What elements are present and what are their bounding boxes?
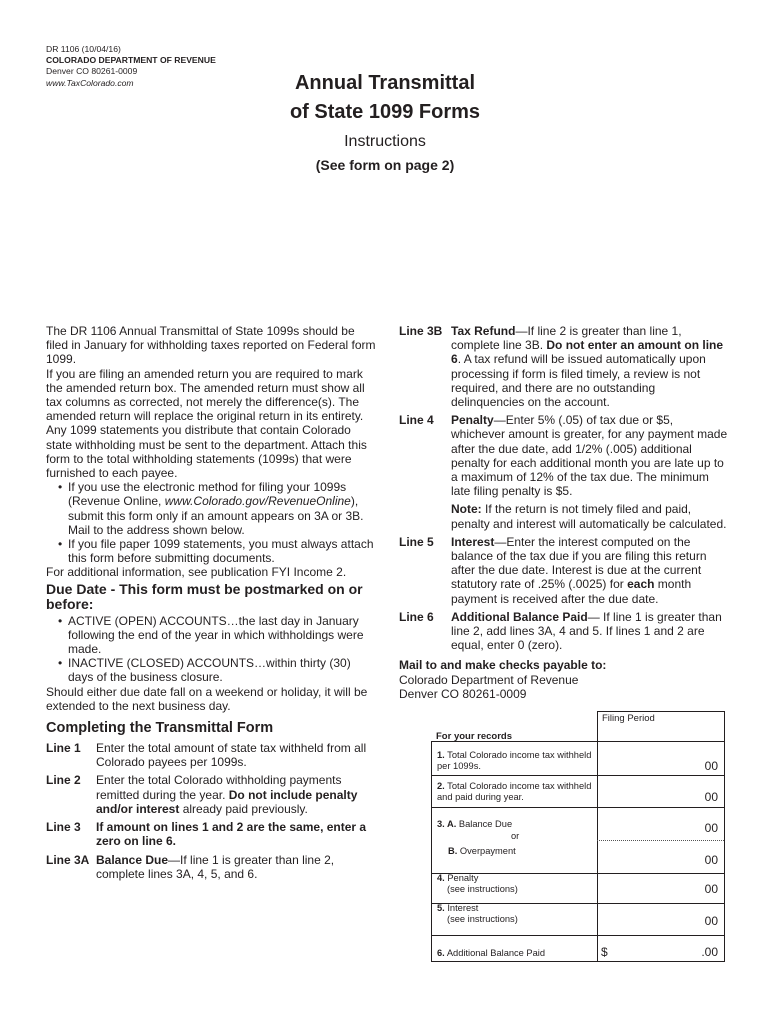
line-head: Additional Balance Paid: [451, 609, 588, 624]
row-number: 1.: [437, 750, 445, 760]
bullet-icon: •: [58, 613, 63, 628]
line-text: If amount on lines 1 and 2 are the same, enter a zero on line 6.: [96, 820, 367, 849]
amended-paragraph: If you are filing an amended return you are required to mark the amended return box. The amended return must show all tax columns as corrected, not merely the difference(s). The amended return will replace the original return in its entirety.: [46, 366, 365, 424]
row-label: Overpayment: [457, 846, 516, 856]
row-2-cents[interactable]: 00: [704, 790, 718, 804]
row-label: Total Colorado income tax withheld and paid during year.: [437, 781, 592, 802]
line-text: —Enter 5% (.05) of tax due or $5, whichever amount is greater, for any payment made after the due date, add 1/2% (.005) additional penalty for each additional month you are late up to a maximum of 12% of the tax due. The minimum late filing penalty is $5.: [451, 413, 728, 499]
row-6-dollar-sign: $: [601, 945, 608, 959]
row-divider: [431, 775, 725, 776]
title-line-1: Annual Transmittal: [294, 72, 476, 94]
form-row-3b: [448, 846, 608, 857]
row-label: Total Colorado income tax withheld per 1099s.: [437, 750, 592, 771]
row-5-cents[interactable]: 00: [704, 914, 718, 928]
row-1-cents[interactable]: 00: [704, 759, 718, 773]
form-row-1: [437, 750, 597, 772]
intro-paragraph: The DR 1106 Annual Transmittal of State 1099s should be filed in January for withholding taxes reported on Federal form 1099.: [46, 324, 376, 367]
line-label: Line 6: [399, 609, 434, 624]
bullet2-text: If you file paper 1099 statements, you must always attach this form before submitting documents.: [68, 537, 374, 566]
bullet-icon: •: [58, 480, 63, 495]
form-row-5: [437, 903, 597, 925]
instruction-line-4: [399, 413, 729, 498]
completing-heading: Completing the Transmittal Form: [46, 720, 274, 737]
form-row-2: [437, 781, 597, 803]
filing-period-label: Filing Period: [602, 713, 655, 724]
weekend-note: Should either due date fall on a weekend or holiday, it will be extended to the next business day.: [46, 684, 368, 713]
form-row-or: or: [511, 831, 520, 841]
penalty-note: [399, 502, 729, 530]
row-label: Penalty: [444, 873, 479, 883]
row-number: 6.: [437, 948, 445, 958]
line-text: Enter the total amount of state tax withheld from all Colorado payees per 1099s.: [96, 741, 367, 770]
line-head: Interest: [451, 534, 495, 549]
line-text-bold: Do not include penalty and/or interest: [96, 787, 358, 816]
line-text: —Enter the interest computed on the balance of the tax due if you are filing this return after the due date. Interest is due at the current statutory rate of .25% (.0025) for: [451, 534, 707, 592]
row-label: Additional Balance Paid: [444, 948, 546, 958]
row-number: 2.: [437, 781, 445, 791]
row-divider: [431, 807, 725, 808]
bullet-paper: [46, 537, 376, 565]
row-label: Balance Due: [456, 819, 513, 829]
line-text: —If line 1 is greater than line 2, complete lines 3A, 4, 5, and 6.: [96, 852, 335, 881]
row-sublabel: (see instructions): [447, 884, 518, 894]
line-head: Penalty: [451, 413, 494, 428]
row-dotted-divider: [597, 840, 724, 841]
line-label: Line 3: [46, 820, 81, 835]
line-text: —If line 2 is greater than line 1, complete line 3B.: [451, 324, 682, 353]
right-border: [724, 711, 725, 962]
department-name: COLORADO DEPARTMENT OF REVENUE: [46, 55, 216, 66]
row-number: 4.: [437, 873, 445, 883]
line-text-bold: Do not enter an amount on line 6: [451, 338, 724, 367]
line-text: already paid previously.: [179, 801, 308, 816]
line-head: Tax Refund: [451, 324, 516, 338]
note-text: If the return is not timely filed and paid, penalty and interest will automatically be calculated.: [451, 502, 727, 531]
due-active-text: ACTIVE (OPEN) ACCOUNTS…the last day in January following the end of the year in which withholdings were made.: [68, 613, 364, 657]
instruction-line-3: [46, 820, 376, 848]
for-records-label: For your records: [436, 731, 513, 742]
revenue-online-link[interactable]: www.Colorado.gov/RevenueOnline: [164, 494, 351, 509]
row-3a-cents[interactable]: 00: [704, 821, 718, 835]
row-number: 5.: [437, 903, 445, 913]
department-address: Denver CO 80261-0009: [46, 66, 138, 77]
row-sublabel: (see instructions): [447, 914, 518, 924]
line-label: Line 3A: [46, 852, 90, 867]
additional-info: For additional information, see publication FYI Income 2.: [46, 565, 347, 580]
instruction-line-6: [399, 610, 729, 653]
instruction-line-3a: [46, 853, 376, 881]
line-label: Line 1: [46, 741, 81, 756]
note-head: Note:: [451, 502, 482, 517]
line-label: Line 4: [399, 413, 434, 428]
see-form-note: (See form on page 2): [315, 157, 455, 173]
website-link[interactable]: www.TaxColorado.com: [46, 77, 134, 88]
statements-paragraph: Any 1099 statements you distribute that contain Colorado state withholding must be sent to the department. Attach this form to the total withholding statements (1099s) that were furnished to each payee.: [46, 423, 367, 481]
mail-address: Denver CO 80261-0009: [399, 686, 527, 701]
due-date-heading: Due Date - This form must be postmarked on or before:: [46, 580, 363, 612]
form-row-4: [437, 873, 597, 895]
mail-heading: Mail to and make checks payable to:: [399, 658, 607, 673]
row-divider: [431, 935, 725, 936]
instruction-line-5: [399, 535, 729, 606]
row-number: B.: [448, 846, 458, 856]
line-text-bold: each: [627, 577, 655, 592]
instruction-line-2: [46, 773, 376, 816]
row-3b-cents[interactable]: 00: [704, 853, 718, 867]
left-column: [46, 324, 376, 885]
bullet-icon: •: [58, 656, 63, 671]
form-row-3a: [437, 819, 597, 830]
row-4-cents[interactable]: 00: [704, 882, 718, 896]
filing-period-top-border: [597, 711, 725, 712]
instruction-line-1: [46, 741, 376, 769]
line-text: Enter the total Colorado withholding payments remitted during the year.: [96, 773, 342, 802]
subtitle: Instructions: [344, 133, 426, 150]
bullet-electronic: [46, 480, 376, 537]
line-label: Line 5: [399, 534, 434, 549]
line-head: Balance Due: [96, 852, 169, 867]
form-number: DR 1106 (10/04/16): [46, 44, 121, 54]
line-label: Line 2: [46, 773, 81, 788]
form-header-info: [46, 44, 216, 89]
row-number: 3. A.: [437, 819, 457, 829]
form-row-6: [437, 948, 597, 959]
bullet-active: [46, 614, 376, 657]
bottom-border: [431, 961, 725, 962]
instruction-line-3b: [399, 324, 729, 409]
mail-name: Colorado Department of Revenue: [399, 672, 579, 687]
bullet1-text-b: ), submit this form only if an amount appears on 3A or 3B. Mail to the address shown below.: [68, 494, 364, 537]
row-6-amount[interactable]: .00: [701, 945, 718, 959]
line-text: — If line 1 is greater than line 2, add lines 3A, 4 and 5. If lines 1 and 2 are equal, enter 0 (zero).: [451, 609, 722, 653]
line-text: . A tax refund will be issued automatically upon processing if form is filed timely, a review is not required, and there are no outstanding delinquencies on the account.: [451, 352, 706, 410]
due-inactive-text: INACTIVE (CLOSED) ACCOUNTS…within thirty (30) days of the business closure.: [68, 656, 351, 685]
right-column: [399, 324, 729, 701]
line-label: Line 3B: [399, 324, 443, 338]
bullet1-text-a: If you use the electronic method for filing your 1099s (Revenue Online,: [68, 480, 347, 509]
title-line-2: of State 1099 Forms: [289, 101, 481, 123]
bullet-icon: •: [58, 537, 63, 552]
bullet-inactive: [46, 656, 376, 684]
column-divider: [597, 711, 598, 962]
line-text: month payment is received after the due date.: [451, 577, 692, 606]
row-label: Interest: [444, 903, 479, 913]
